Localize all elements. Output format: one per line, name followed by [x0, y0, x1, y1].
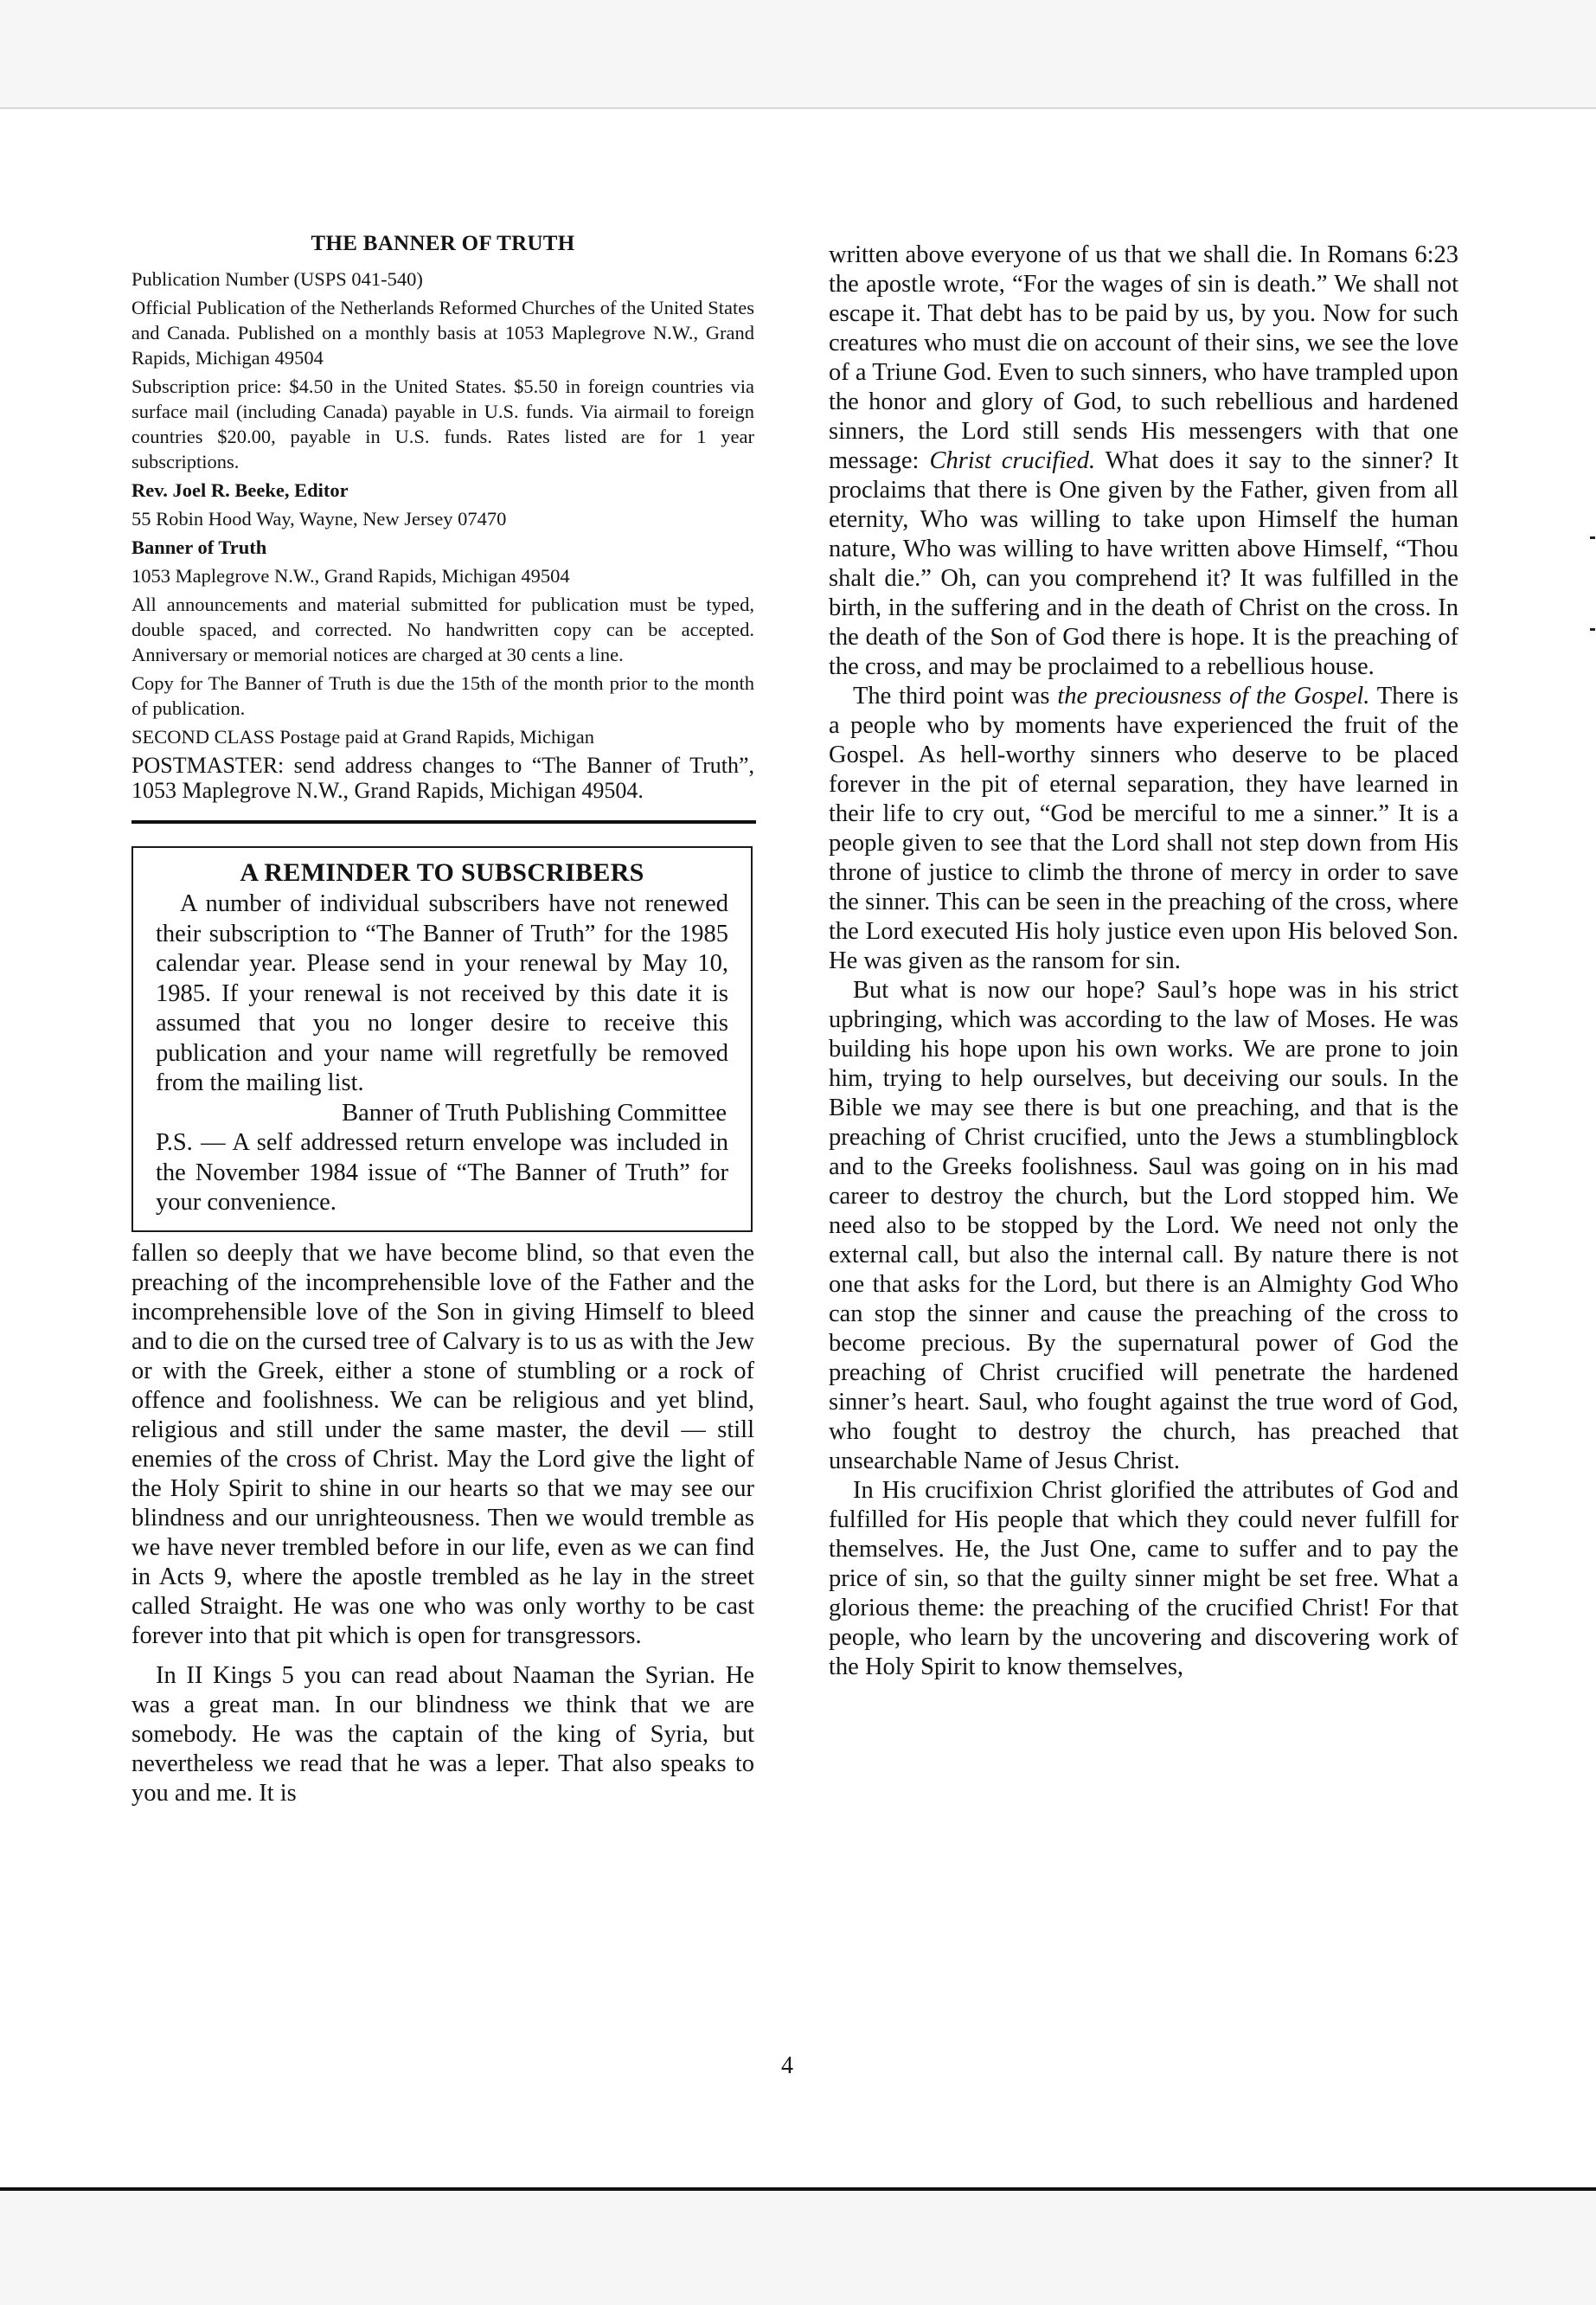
publication-number: Publication Number (USPS 041-540)	[131, 268, 423, 290]
office-name: Banner of Truth	[131, 536, 267, 558]
scan-margin-mark	[1590, 628, 1595, 631]
reminder-heading: A REMINDER TO SUBSCRIBERS	[240, 858, 644, 887]
reminder-signature: Banner of Truth Publishing Committee	[342, 1099, 727, 1127]
right-p1-emphasis: Christ crucified.	[929, 447, 1096, 474]
editor-name: Rev. Joel R. Beeke, Editor	[131, 479, 349, 501]
reminder-body: A number of individual subscribers have not renewed their subscription to “The Banner of Truth” for the 1985 calendar year. Please send in your renewal by May 10, 1985. If your renewal is not received by this date it is assumed that you no longer desire to receive this publication and your name will regretfully be removed from the mailing list.	[156, 890, 728, 1096]
subscriber-reminder-box	[131, 846, 753, 1232]
announcements-text: All announcements and material submitted for publication must be typed, double spaced, and corrected. No handwritten copy can be accepted. Anniversary or memorial notices are charged at 30 cents a line.	[131, 594, 754, 665]
right-paragraph-2	[829, 682, 1458, 976]
right-p1-start: written above everyone of us that we shall die. In Romans 6:23 the apostle wrote, “For the wages of sin is death.” We shall not escape it. That debt has to be paid by us, by you. Now for such creatures who must die on account of their sins, we see the love of a Triune God. Even to such sinners, who have trampled upon the honor and glory of God, to such rebellious and hardened sinners, the Lord still sends His messengers with that one message:	[829, 241, 1458, 474]
office-address: 1053 Maplegrove N.W., Grand Rapids, Michigan 49504	[131, 565, 570, 587]
masthead	[131, 232, 754, 824]
right-p2-emphasis: the preciousness of the Gospel.	[1057, 683, 1370, 709]
right-paragraph-3: But what is now our hope? Saul’s hope was in his strict upbringing, which was according to the law of Moses. He was building his hope upon his own works. We are prone to join him, trying to help ourselves, but deceiving our souls. In the Bible we may see there is but one preaching, and that is the preaching of Christ crucified, unto the Jews a stumblingblock and to the Greeks foolishness. Saul was going on in his mad career to destroy the church, but the Lord stopped him. We need also to be stopped by the Lord. We need not only the external call, but also the internal call. By nature there is not one that asks for the Lord, but there is an Almighty God Who can stop the sinner and cause the preaching of the cross to become precious. By the supernatural power of God the preaching of Christ crucified will penetrate the hardened sinner’s heart. Saul, who fought against the true word of God, who fought to destroy the church, has preached that unsearchable Name of Jesus Christ.	[829, 977, 1458, 1474]
right-p1-end: What does it say to the sinner? It proclaims that there is One given by the Father, given from all eternity, Who was willing to take upon Himself the human nature, Who was willing to have written above Himself, “Thou shalt die.” Oh, can you comprehend it? It was fulfilled in the birth, in the suffering and in the death of Christ on the cross. In the death of the Son of God there is hope. It is the preaching of the cross, and may be proclaimed to a rebellious house.	[829, 447, 1458, 680]
editor-address: 55 Robin Hood Way, Wayne, New Jersey 07470	[131, 508, 507, 530]
official-publication-text: Official Publication of the Netherlands Reformed Churches of the United States and Canada. Published on a monthly basis at 1053 Maplegrove N.W., Grand Rapids, Michigan 49504	[131, 297, 754, 369]
left-column	[131, 232, 754, 1808]
right-paragraph-1	[829, 241, 1458, 682]
postmaster-text: POSTMASTER: send address changes to “The Banner of Truth”, 1053 Maplegrove N.W., Grand Rapids, Michigan 49504.	[131, 753, 754, 803]
reminder-postscript: P.S. — A self addressed return envelope was included in the November 1984 issue of “The Banner of Truth” for your convenience.	[156, 1129, 728, 1216]
scan-top-margin	[0, 0, 1596, 109]
copy-due-text: Copy for The Banner of Truth is due the 15th of the month prior to the month of publication.	[131, 672, 754, 719]
page-number: 4	[781, 2052, 793, 2079]
left-paragraph-2: In II Kings 5 you can read about Naaman the Syrian. He was a great man. In our blindness we think that we are somebody. He was the captain of the king of Syria, but nevertheless we read that he was a leper. That also speaks to you and me. It is	[131, 1661, 754, 1807]
left-paragraph-1: fallen so deeply that we have become blind, so that even the preaching of the incomprehensible love of the Father and the incomprehensible love of the Son in giving Himself to bleed and to die on the cursed tree of Calvary is to us as with the Jew or with the Greek, either a stone of stumbling or a rock of offence and foolishness. We can be religious and yet blind, religious and still under the same master, the devil — still enemies of the cross of Christ. May the Lord give the light of the Holy Spirit to shine in our hearts so that we may see our blindness and our unrighteousness. Then we would tremble as we have never trembled before in our life, even as we can find in Acts 9, where the apostle trembled as he lay in the street called Straight. He was one who was only worthy to be cast forever into that pit which is open for transgressors.	[131, 1239, 754, 1649]
right-p2-end: There is a people who by moments have experienced the fruit of the Gospel. As hell-worthy sinners who deserve to be placed forever in the pit of eternal separation, they have learned in their life to cry out, “God be merciful to me a sinner.” It is a people given to see that the Lord shall not step down from His throne of justice to climb the throne of mercy in order to save the sinner. This can be seen in the preaching of the cross, where the Lord executed His holy justice even upon His beloved Son. He was given as the ransom for sin.	[829, 683, 1459, 974]
left-article-text	[131, 1239, 754, 1808]
scan-bottom-margin	[0, 2187, 1596, 2305]
masthead-divider	[131, 820, 756, 824]
scan-margin-mark	[1590, 536, 1595, 539]
subscription-price-text: Subscription price: $4.50 in the United States. $5.50 in foreign countries via surface mail (including Canada) payable in U.S. funds. Via airmail to foreign countries $20.00, payable in U.S. funds. Rates listed are for 1 year subscriptions.	[131, 376, 754, 472]
right-paragraph-4: In His crucifixion Christ glorified the attributes of God and fulfilled for His people that which they could never fulfill for themselves. He, the Just One, came to suffer and to pay the price of sin, so that the guilty sinner might be set free. What a glorious theme: the preaching of the crucified Christ! For that people, who learn by the uncovering and discovering work of the Holy Spirit to know themselves,	[829, 1477, 1458, 1680]
right-p2-start: The third point was	[853, 683, 1050, 709]
postage-text: SECOND CLASS Postage paid at Grand Rapids, Michigan	[131, 726, 594, 748]
masthead-title: THE BANNER OF TRUTH	[311, 232, 575, 255]
right-column	[829, 241, 1458, 1682]
